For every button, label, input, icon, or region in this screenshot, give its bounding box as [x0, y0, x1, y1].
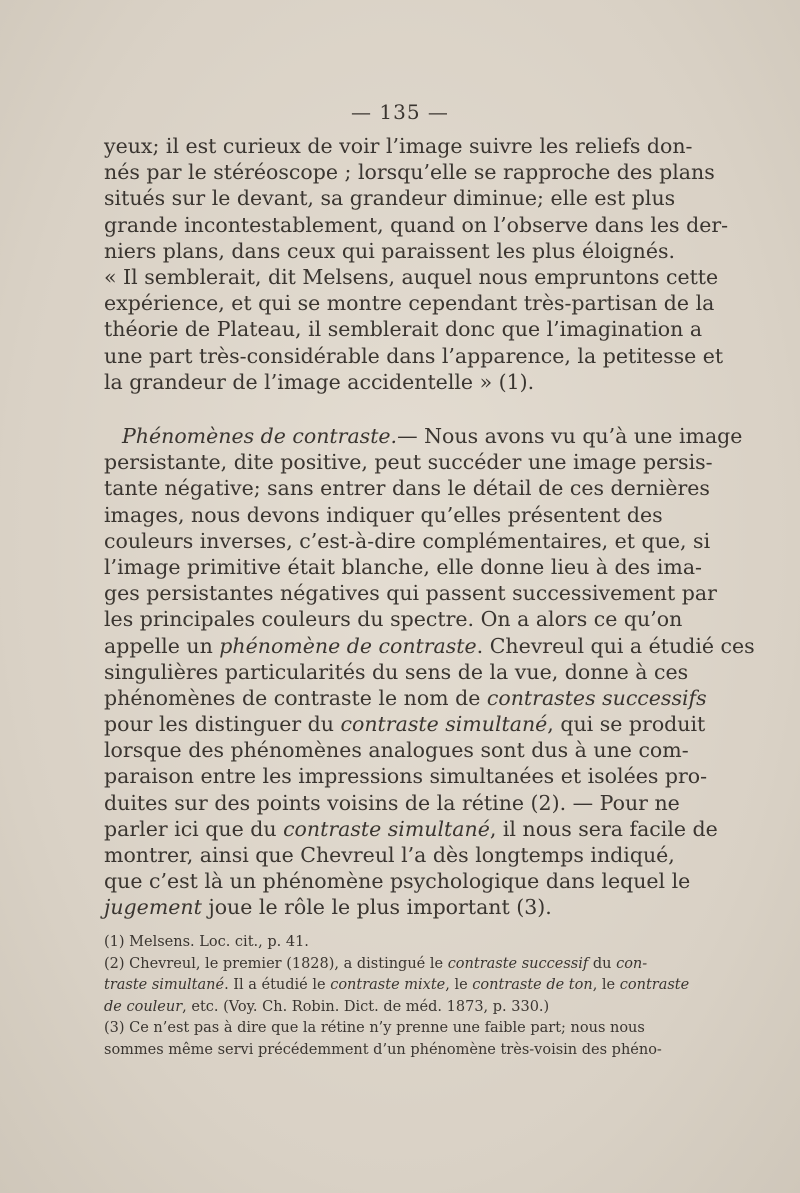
footnote-1: (1) Melsens. Loc. cit., p. 41.	[104, 934, 309, 950]
text-line: jugement joue le rôle le plus important (3).	[104, 895, 552, 920]
text-line: images, nous devons indiquer qu’elles présentent des	[104, 502, 663, 527]
text-line: parler ici que du contraste simultané, il nous sera facile de	[104, 816, 718, 841]
text-line: situés sur le devant, sa grandeur diminue; elle est plus	[104, 186, 676, 211]
footnote-3-line-2: sommes même servi précédemment d’un phénomène très-voisin des phéno-	[104, 1041, 662, 1058]
footnote-3: (3) Ce n’est pas à dire que la rétine n’y prenne une faible part; nous nous	[104, 1020, 645, 1036]
text-line: singulières particularités du sens de la vue, donne à ces	[104, 659, 689, 684]
footnotes	[104, 932, 690, 1061]
text-line: tante négative; sans entrer dans le détail de ces dernières	[104, 476, 710, 501]
text-line: une part très-considérable dans l’apparence, la petitesse et	[104, 343, 724, 368]
text-line: persistante, dite positive, peut succéder une image persis-	[104, 450, 713, 475]
paragraph-stereoscope	[104, 133, 729, 395]
text-line: couleurs inverses, c’est-à-dire complémentaires, et que, si	[104, 528, 711, 553]
text-line: duites sur des points voisins de la rétine (2). — Pour ne	[104, 790, 680, 815]
text-line: paraison entre les impressions simultanées et isolées pro-	[104, 764, 708, 789]
text-line: Phénomènes de contraste.— Nous avons vu qu’à une image	[122, 424, 743, 448]
text-line: appelle un phénomène de contraste. Chevreul qui a étudié ces	[104, 633, 755, 658]
text-line: ges persistantes négatives qui passent successivement par	[104, 581, 717, 606]
paragraph-contraste	[104, 423, 755, 921]
text-line: la grandeur de l’image accidentelle » (1).	[104, 369, 535, 394]
section-heading: Phénomènes de contraste.	[122, 424, 398, 448]
text-line: niers plans, dans ceux qui paraissent les plus éloignés.	[104, 238, 676, 263]
footnote-2-line-2: traste simultané. Il a étudié le contraste mixte, le contraste de ton, le contraste	[104, 977, 690, 993]
text-line: nés par le stéréoscope ; lorsqu’elle se rapproche des plans	[104, 160, 715, 185]
text-line: grande incontestablement, quand on l’observe dans les der-	[104, 212, 729, 237]
text-line: théorie de Plateau, il semblerait donc que l’imagination a	[104, 317, 703, 342]
text-line: pour les distinguer du contraste simultané, qui se produit	[104, 712, 706, 737]
text-line: que c’est là un phénomène psychologique dans lequel le	[104, 869, 691, 894]
text-line: les principales couleurs du spectre. On a alors ce qu’on	[104, 607, 683, 632]
text-line: montrer, ainsi que Chevreul l’a dès longtemps indiqué,	[104, 843, 675, 867]
text-line: « Il semblerait, dit Melsens, auquel nous empruntons cette	[104, 264, 719, 289]
footnote-2-line-3: de couleur, etc. (Voy. Ch. Robin. Dict. de méd. 1873, p. 330.)	[104, 998, 550, 1015]
text-line: phénomènes de contraste le nom de contrastes successifs	[104, 685, 707, 710]
text-line: l’image primitive était blanche, elle donne lieu à des ima-	[104, 554, 702, 579]
text-line: yeux; il est curieux de voir l’image suivre les reliefs don-	[104, 134, 693, 158]
text-line: lorsque des phénomènes analogues sont dus à une com-	[104, 738, 689, 763]
text-line: expérience, et qui se montre cependant très-partisan de la	[104, 291, 715, 316]
footnote-2: (2) Chevreul, le premier (1828), a distingué le contraste successif du con-	[104, 955, 648, 972]
page-number: — 135 —	[351, 100, 449, 124]
